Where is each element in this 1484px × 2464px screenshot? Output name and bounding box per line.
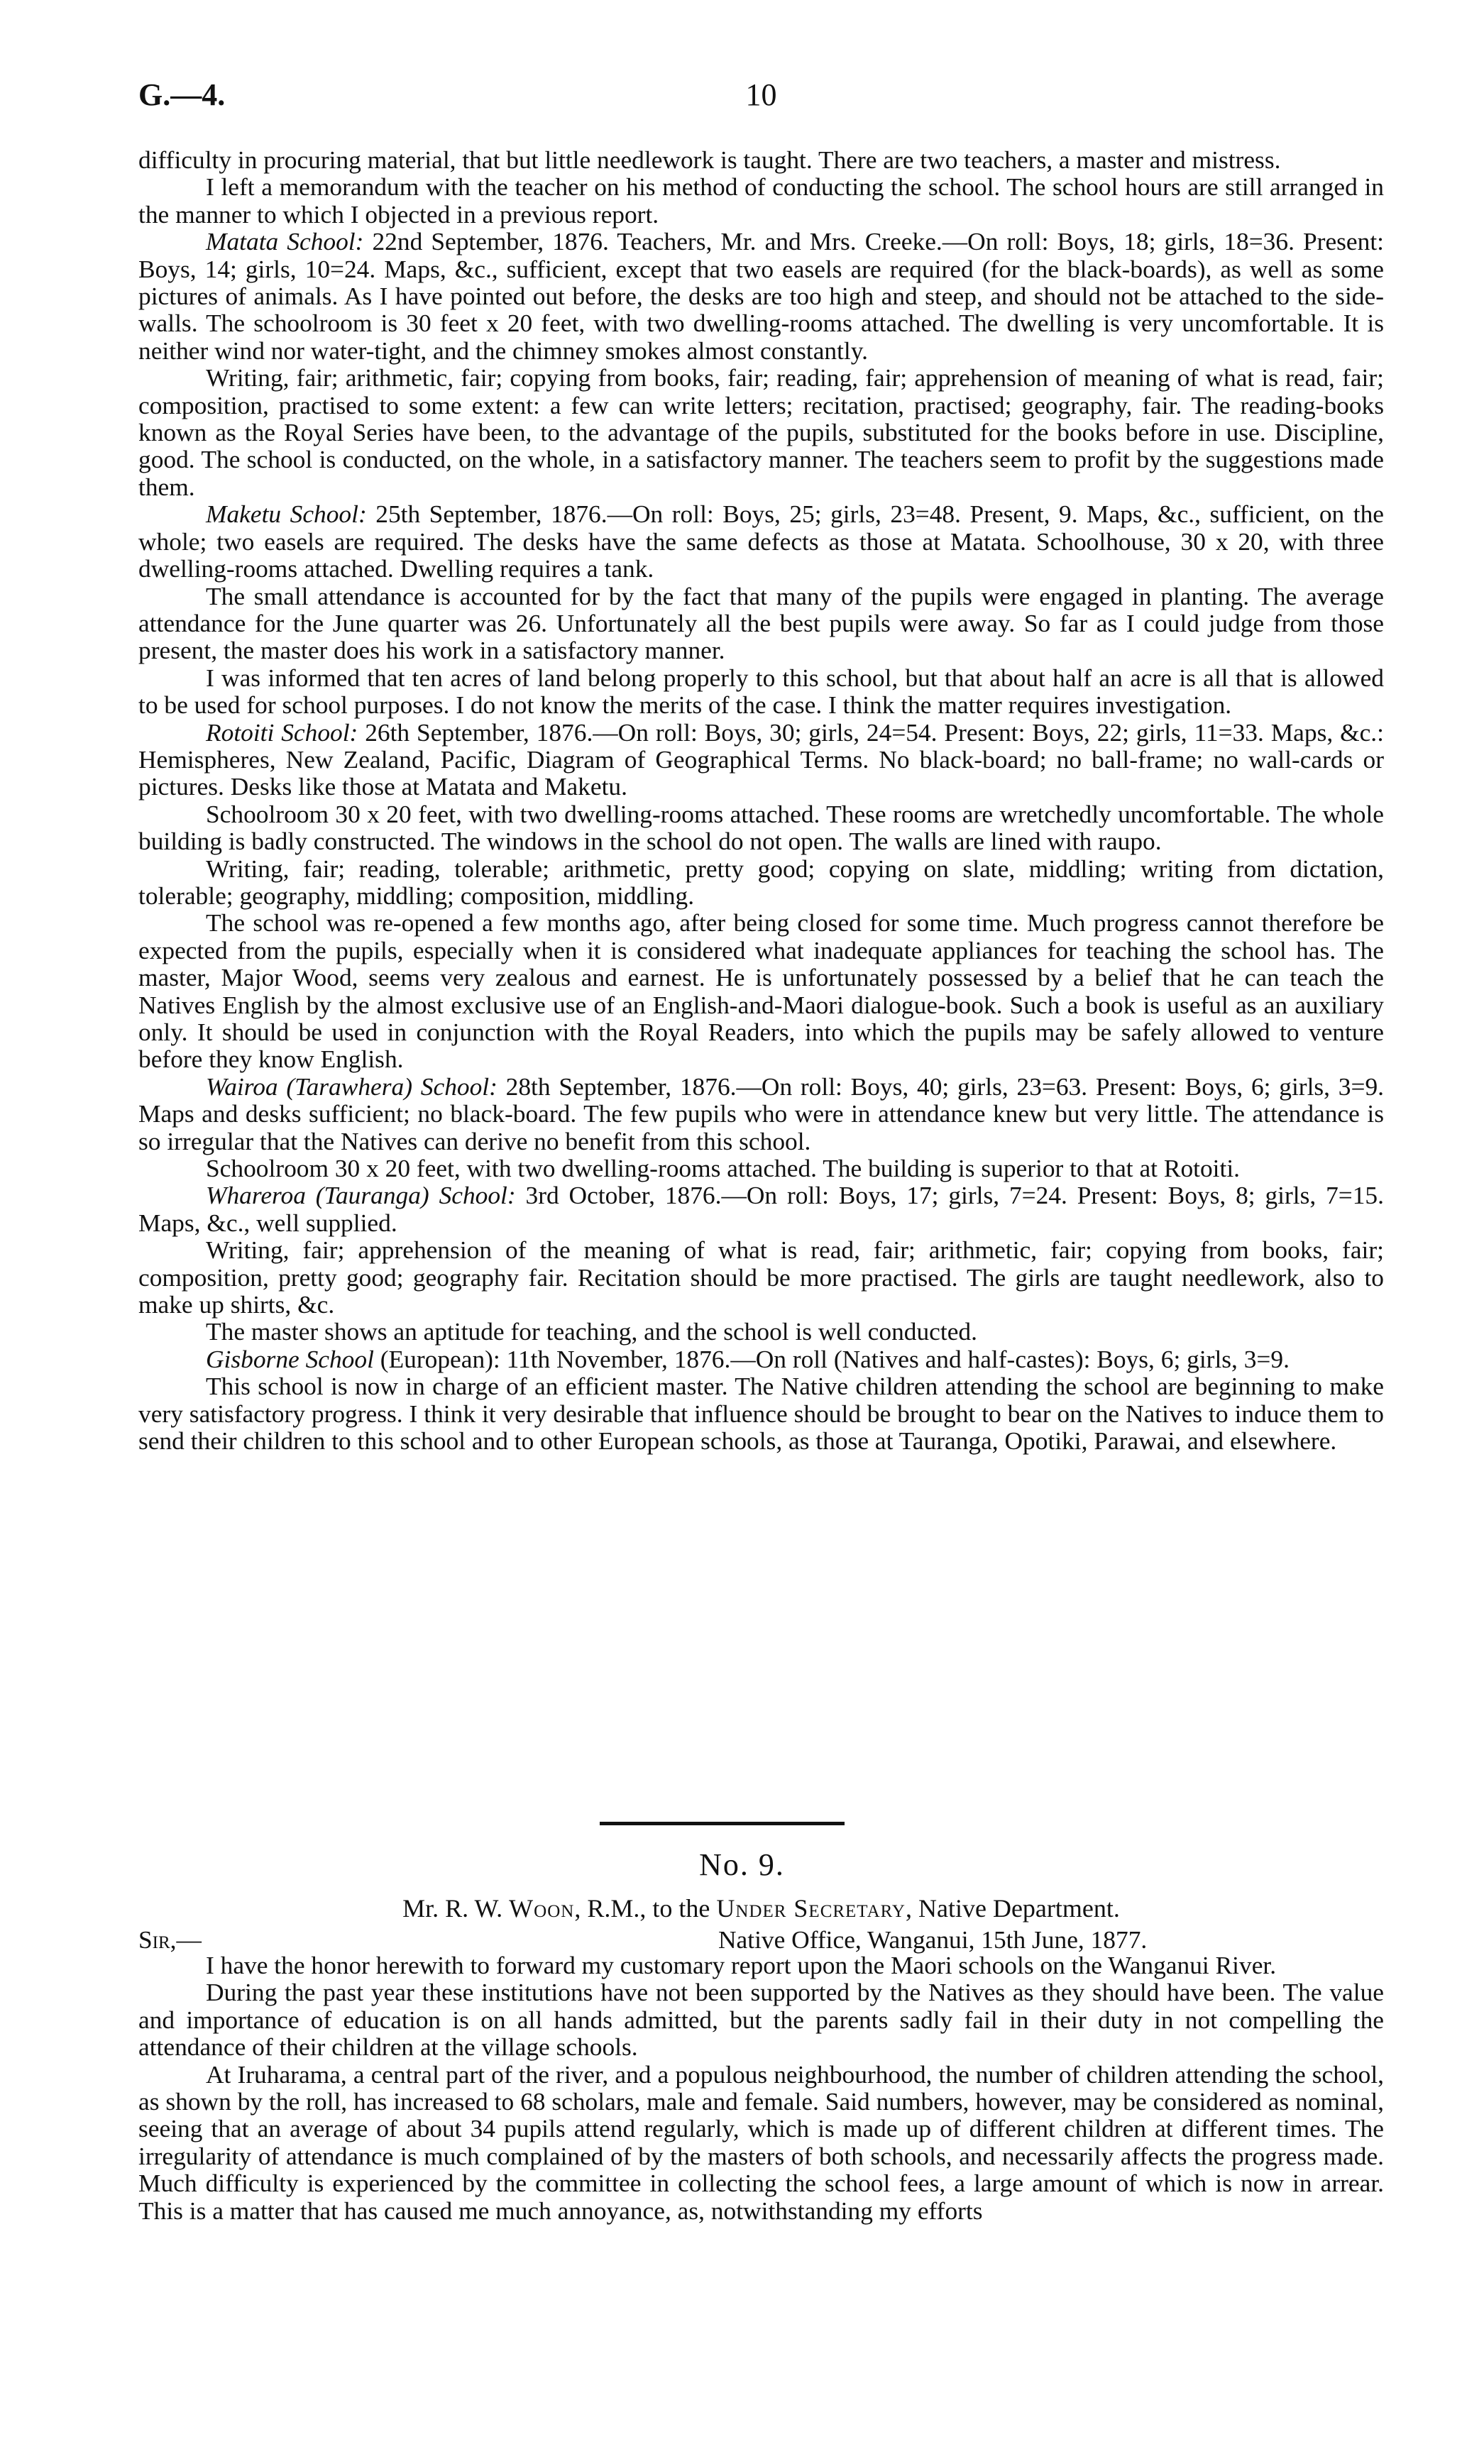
paragraph: I left a memorandum with the teacher on his method of conducting the school. The school hours are still arranged in the manner to which I objected in a previous report. (138, 172, 1384, 229)
paragraph: The small attendance is accounted for by the fact that many of the pupils were engaged in planting. The average attendance for the June quarter was 26. Unfortunately all the best pupils were away. So far as I could judge from those present, the master does his work in a satisfactory manner. (138, 581, 1384, 665)
recipient-title: Under Secretary (716, 1894, 906, 1923)
paragraph: The master shows an aptitude for teaching, and the school is well conducted. (206, 1317, 977, 1346)
whareroa-school-paragraph (138, 1182, 1384, 1236)
school-name: Wairoa (206, 1072, 278, 1101)
school-label: School: (439, 1181, 516, 1210)
page-number: 10 (745, 77, 777, 112)
document-reference: G.—4. (138, 77, 226, 112)
paragraph: difficulty in procuring material, that but little needlework is taught. There are two teachers, a master and mistress. (138, 145, 1281, 174)
rotoiti-school-paragraph (138, 719, 1384, 801)
school-location: (Tauranga) (315, 1181, 429, 1210)
paragraph: Schoolroom 30 x 20 feet, with two dwelling-rooms attached. These rooms are wretchedly uncomfortable. The whole building is badly constructed. The windows in the school do not open. The walls are lined with raupo. (138, 799, 1384, 856)
section-divider (600, 1822, 845, 1825)
school-name: Maketu School: (206, 500, 367, 529)
paragraph: The school was re-opened a few months ago, after being closed for some time. Much progress cannot therefore be expected from the pupils, especially when it is considered what inadequate appliances for teaching the school has. The master, Major Wood, seems very zealous and earnest. He is unfortunately possessed by a belief that he can teach the Natives English by the almost exclusive use of an English-and-Maori dialogue-book. Such a book is useful as an auxiliary only. It should be used in conjunction with the Royal Readers, into which the pupils may be safely allowed to venture before they know English. (138, 908, 1384, 1074)
school-name: Matata School: (206, 227, 364, 256)
maketu-school-paragraph (138, 500, 1384, 582)
school-name: Gisborne School (206, 1344, 374, 1373)
salutation: Sir,— (138, 1925, 202, 1954)
paragraph: This school is now in charge of an efficient master. The Native children attending the school are beginning to make very satisfactory progress. I think it very desirable that influence should be brought to bear on the Natives to induce them to send their children to this school and to other European schools, as those at Tauranga, Opotiki, Parawai, and elsewhere. (138, 1372, 1384, 1456)
heading-text: , R.M., to the (574, 1894, 717, 1923)
letter-heading (138, 1893, 1384, 1923)
paragraph: Writing, fair; reading, tolerable; arithmetic, pretty good; copying on slate, middling; writing from dictation, tolerable; geography, middling; composition, middling. (138, 854, 1384, 910)
matata-school-paragraph (138, 228, 1384, 364)
school-reports-section (138, 146, 1384, 1455)
letter-body (138, 1952, 1384, 2224)
paragraph: Writing, fair; arithmetic, fair; copying from books, fair; reading, fair; apprehension of meaning of what is read, fair; composition, practised to some extent: a few can write letters; recitation, practised; geography, fair. The reading-books known as the Royal Series have been, to the advantage of the pupils, substituted for the books before in use. Discipline, good. The school is conducted, on the whole, in a satisfactory manner. The teachers seem to profit by the suggestions made them. (138, 363, 1384, 501)
document-number: No. 9. (699, 1847, 785, 1882)
school-name: Rotoiti School: (206, 717, 358, 747)
letter-place-date: Native Office, Wanganui, 15th June, 1877. (718, 1925, 1148, 1954)
paragraph-text: 26th September, 1876.—On roll: Boys, 30; girls, 24=54. Present: Boys, 22; girls, 11=33. Maps, &c.: Hemispheres, New Zealand, Pacific, Diagram of Geographical Terms. No black-board; no ball-frame; no wall-cards or pictures. Desks like those at Matata and Maketu. (138, 717, 1384, 801)
paragraph: I was informed that ten acres of land belong properly to this school, but that about half an acre is all that is allowed to be used for school purposes. I do not know the merits of the case. I think the matter requires investigation. (138, 663, 1384, 720)
wairoa-school-paragraph (138, 1073, 1384, 1155)
paragraph: During the past year these institutions have not been supported by the Natives as they should have been. The value and importance of education is on all hands admitted, but the parents sadly fail in their duty in not compelling the attendance of their children at the village schools. (138, 1978, 1384, 2062)
school-label: School: (420, 1072, 498, 1101)
heading-text: Mr. R. W. (402, 1894, 510, 1923)
paragraph-text: 28th September, 1876.—On roll: Boys, 40; girls, 23=63. Present: Boys, 6; girls, 3=9. Maps and desks sufficient; no black-board. The few pupils who were in attendance knew but very little. The attendance is so irregular that the Natives can derive no benefit from this school. (138, 1072, 1384, 1155)
paragraph-text: 22nd September, 1876. Teachers, Mr. and Mrs. Creeke.—On roll: Boys, 18; girls, 18=36. Present: Boys, 14; girls, 10=24. Maps, &c., sufficient, except that two easels are required (for the black-boards), as well as some pictures of animals. As I have pointed out before, the desks are too high and steep, and should not be attached to the side-walls. The schoolroom is 30 feet x 20 feet, with two dwelling-rooms attached. The dwelling is very uncomfortable. It is neither wind nor water-tight, and the chimney smokes almost constantly. (138, 227, 1385, 365)
paragraph-text: 25th September, 1876.—On roll: Boys, 25; girls, 23=48. Present, 9. Maps, &c., sufficient, on the whole; two easels are required. The desks have the same defects as those at Matata. Schoolhouse, 30 x 20, with three dwelling-rooms attached. Dwelling requires a tank. (138, 500, 1385, 583)
gisborne-school-paragraph (138, 1346, 1384, 1373)
page-header (138, 77, 1384, 119)
paragraph: At Iruharama, a central part of the river, and a populous neighbourhood, the number of children attending the school, as shown by the roll, has increased to 68 scholars, male and female. Said numbers, however, may be considered as nominal, seeing that an average of about 34 pupils attend regularly, which is made up of different children at different times. The irregularity of attendance is much complained of by the masters of both schools, and necessarily affects the progress made. Much difficulty is experienced by the committee in collecting the school fees, a large amount of which is now in arrear. This is a matter that has caused me much annoyance, as, notwithstanding my efforts (138, 2059, 1384, 2225)
paragraph: Schoolroom 30 x 20 feet, with two dwelling-rooms attached. The building is superior to that at Rotoiti. (206, 1154, 1241, 1183)
paragraph-text: (European): 11th November, 1876.—On roll (Natives and half-castes): Boys, 6; girls, 3=9. (373, 1344, 1290, 1373)
author-name: Woon (509, 1894, 575, 1923)
paragraph: I have the honor herewith to forward my customary report upon the Maori schools on the Wanganui River. (206, 1951, 1277, 1979)
school-location: (Tarawhera) (286, 1072, 413, 1101)
paragraph: Writing, fair; apprehension of the meaning of what is read, fair; arithmetic, fair; copying from books, fair; composition, pretty good; geography fair. Recitation should be more practised. The girls are taught needlework, also to make up shirts, &c. (138, 1236, 1384, 1319)
paragraph-text: 3rd October, 1876.—On roll: Boys, 17; girls, 7=24. Present: Boys, 8; girls, 7=15. Maps, &c., well supplied. (138, 1181, 1384, 1237)
heading-text: , Native Department. (905, 1894, 1120, 1923)
school-name: Whareroa (206, 1181, 306, 1210)
